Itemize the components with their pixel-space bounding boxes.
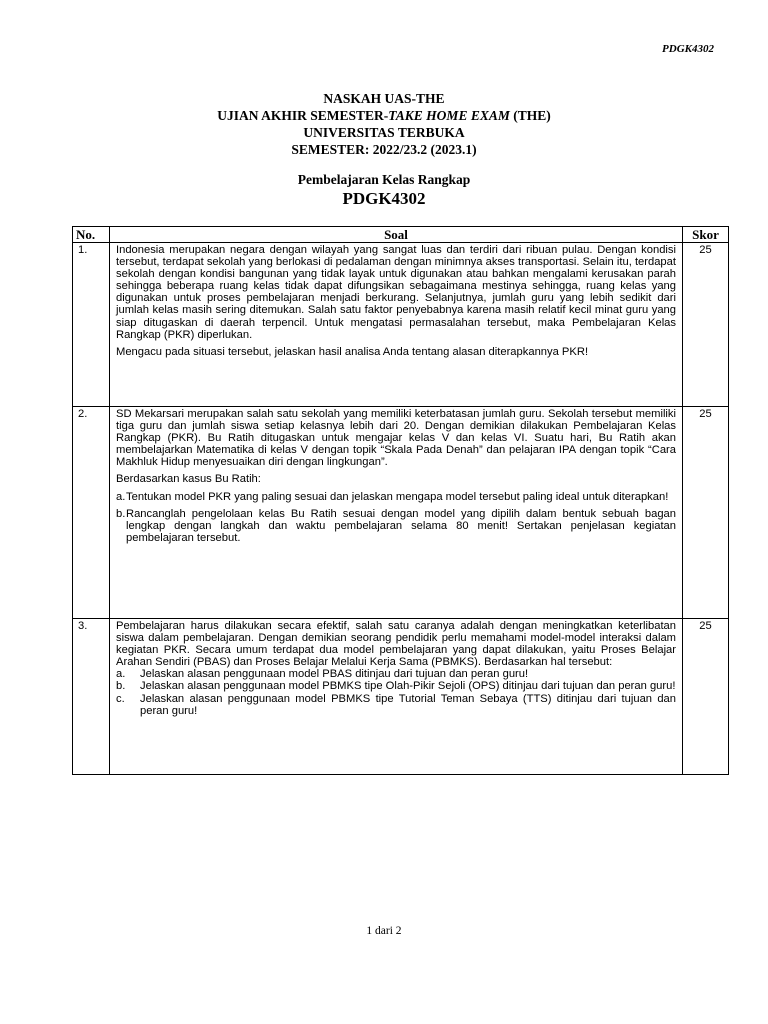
course-code: PDGK4302 [342,189,426,208]
question-score: 25 [683,243,729,407]
sub-question-b [116,508,676,544]
title-line-3: UNIVERSITAS TERBUKA [303,125,465,140]
table-row [73,243,729,407]
question-number: 3. [73,619,110,775]
exam-title-block [0,90,768,158]
sub-question-c [116,693,676,717]
sub-question-text: Tentukan model PKR yang paling sesuai dan jelaskan mengapa model tersebut paling ideal untuk diterapkan! [126,490,669,503]
title-line-2: UJIAN AKHIR SEMESTER-TAKE HOME EXAM (THE) [217,108,551,123]
question-text [110,407,683,619]
question-paragraph: Indonesia merupakan negara dengan wilayah yang sangat luas dan terdiri dari ribuan pulau. Dengan kondisi tersebut, terdapat sekolah yang berlokasi di pedalaman dengan minimnya akses transportasi. Selain itu, terdapat sekolah dengan kondisi bangunan yang tidak layak untuk digunakan atau bahkan mengalami kerusakan parah sehingga beberapa ruang kelas tidak dapat difungsikan sebagaimana mestinya sehingga, ruang kelas yang digunakan untuk proses pembelajaran menjadi berkurang. Selanjutnya, jumlah guru yang lebih sedikit dari jumlah kelas masih sering ditemukan. Salah satu faktor penyebabnya karena masih relatif kecil minat guru yang siap ditugaskan di daerah terpencil. Untuk mengatasi permasalahan tersebut, maka Pembelajaran Kelas Rangkap (PKR) diperlukan. [116,244,676,341]
course-name: Pembelajaran Kelas Rangkap [297,172,471,187]
sub-question-label: b. [116,507,126,520]
sub-question-label: c. [116,692,125,705]
question-number: 1. [73,243,110,407]
sub-question-text: Jelaskan alasan penggunaan model PBAS ditinjau dari tujuan dan peran guru! [140,668,529,681]
sub-question-a [116,668,676,680]
col-header-skor: Skor [683,227,729,243]
question-paragraph: Pembelajaran harus dilakukan secara efektif, salah satu caranya adalah dengan meningkatkan keterlibatan siswa dalam pembelajaran. Dengan demikian seorang pendidik perlu memahami model-model interaksi dalam kegiatan PKR. Secara umum terdapat dua model pembelajaran yang dapat dilakukan, yaitu Proses Belajar Arahan Sendiri (PBAS) dan Proses Belajar Melalui Kerja Sama (PBMKS). Berdasarkan hal tersebut: [116,620,676,669]
question-prompt: Mengacu pada situasi tersebut, jelaskan hasil analisa Anda tentang alasan diterapkannya PKR! [116,345,589,358]
header-course-code: PDGK4302 [662,43,714,55]
title-line-4: SEMESTER: 2022/23.2 (2023.1) [291,142,477,157]
title-line-1: NASKAH UAS-THE [323,91,445,106]
question-table [72,226,729,775]
table-row [73,407,729,619]
sub-question-text: Jelaskan alasan penggunaan model PBMKS tipe Tutorial Teman Sebaya (TTS) ditinjau dari tujuan dan peran guru! [140,692,676,717]
sub-question-text: Jelaskan alasan penggunaan model PBMKS tipe Olah-Pikir Sejoli (OPS) ditinjau dari tujuan dan peran guru! [140,680,676,693]
sub-question-a [116,491,676,503]
sub-question-label: b. [116,680,126,693]
sub-question-label: a. [116,490,126,503]
table-header-row [73,227,729,243]
col-header-soal: Soal [110,227,683,243]
sub-question-b [116,680,676,692]
question-text [110,619,683,775]
question-text [110,243,683,407]
table-row [73,619,729,775]
col-header-no: No. [73,227,110,243]
sub-question-label: a. [116,668,126,681]
question-prompt: Berdasarkan kasus Bu Ratih: [116,473,261,486]
page-number: 1 dari 2 [366,925,402,937]
question-score: 25 [683,407,729,619]
question-paragraph: SD Mekarsari merupakan salah satu sekolah yang memiliki keterbatasan jumlah guru. Sekolah tersebut memiliki tiga guru dan jumlah siswa setiap kelasnya lebih dari 20. Dengan demikian dilakukan Pembelajaran Kelas Rangkap (PKR). Bu Ratih ditugaskan untuk mengajar kelas V dan kelas VI. Suatu hari, Bu Ratih akan membelajarkan Matematika di kelas V dengan topik “Skala Pada Denah” dan pelajaran IPA dengan topik “Cara Makhluk Hidup menyesuaikan diri dengan lingkungan”. [116,408,676,469]
sub-question-text: Rancanglah pengelolaan kelas Bu Ratih sesuai dengan model yang dipilih dalam bentuk sebuah bagan lengkap dengan langkah dan waktu pembelajaran selama 80 menit! Sertakan penjelasan kegiatan pembelajaran tersebut. [126,507,676,544]
question-number: 2. [73,407,110,619]
question-score: 25 [683,619,729,775]
